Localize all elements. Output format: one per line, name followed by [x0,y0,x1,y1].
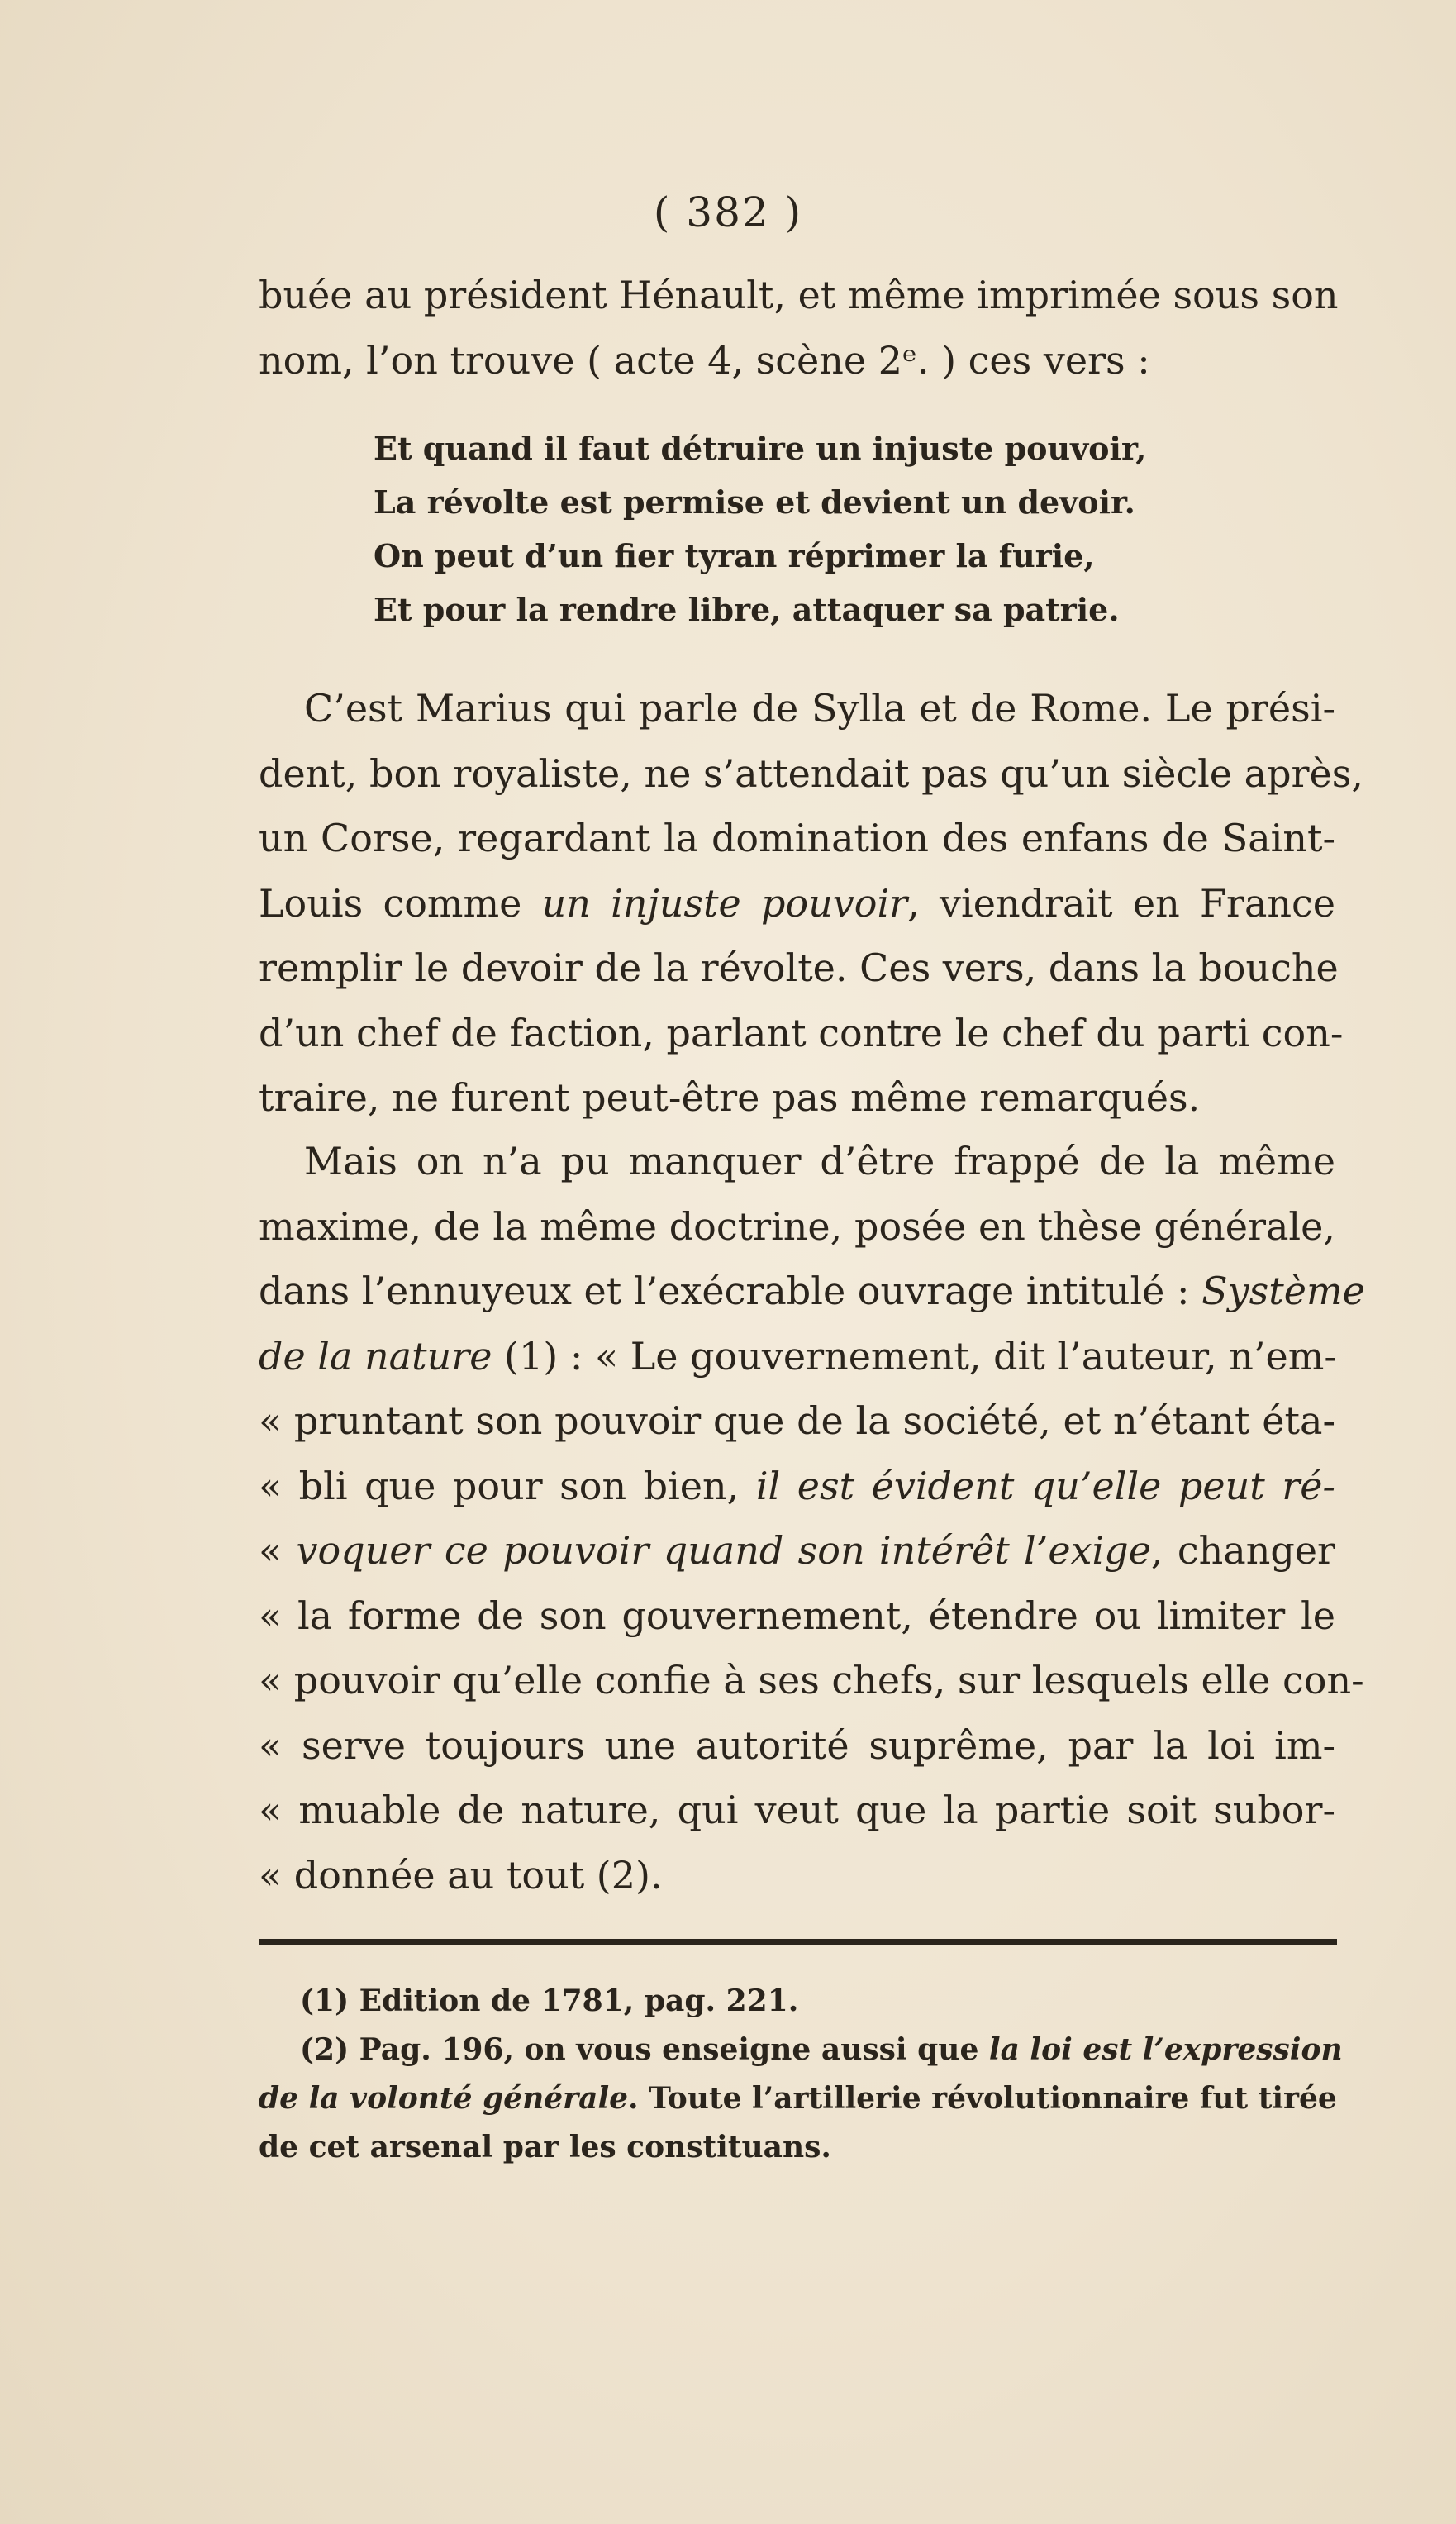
text-line: d’un chef de faction, parlant contre le chef du parti con- [259,1010,1344,1055]
text-line: C’est Marius qui parle de Sylla et de Rome. Le prési- [304,686,1335,731]
text-run: dans l’ennuyeux et l’exécrable ouvrage intitulé : [259,1269,1202,1313]
italic-run: Système [1201,1269,1365,1313]
text-line [259,1454,1335,1519]
text-run: (1) : « Le gouvernement, dit l’auteur, n’em- [492,1333,1337,1379]
text-line [259,871,1335,936]
verse-line: Et quand il faut détruire un injuste pouvoir, [374,430,1147,467]
text-line: traire, ne furent peut-être pas même remarqués. [259,1075,1201,1120]
text-line [259,1518,1335,1583]
footnotes [259,1977,1343,2172]
italic-run: de la nature [259,1333,492,1379]
text-line: dent, bon royaliste, ne s’attendait pas qu’un siècle après, [259,750,1363,796]
verse-line: Et pour la rendre libre, attaquer sa patrie. [374,591,1120,628]
text-run: , changer [1150,1528,1336,1573]
text-run: « bli que pour son bien, [259,1463,756,1508]
text-run: Louis comme [259,880,542,926]
text-line: buée au président Hénault, et même imprimée sous son [259,273,1339,317]
text-line [259,1324,1335,1389]
italic-run: la loi est l’expression [988,2032,1343,2067]
italic-run: un injuste pouvoir [541,880,908,926]
text-line: « donnée au tout (2). [259,1852,663,1898]
paragraph-intro [259,263,1339,393]
text-line: nom, l’on trouve ( acte 4, scène 2ᵉ. ) ces vers : [259,337,1150,383]
footnote-separator-rule [259,1939,1337,1945]
text-line: Mais on n’a pu manquer d’être frappé de la même [304,1139,1335,1183]
text-line: « serve toujours une autorité suprême, par la loi im- [259,1722,1335,1768]
text-line: « la forme de son gouvernement, étendre ou limiter le [259,1593,1335,1638]
text-line: maxime, de la même doctrine, posée en thèse générale, [259,1203,1335,1249]
footnote-2-line-2 [259,2074,1335,2123]
text-run: « [259,1528,297,1573]
footnote-2 [259,2026,1343,2074]
text-run: , viendrait en France [907,880,1335,926]
paragraph-maxime [259,1129,1365,1907]
italic-run: il est évident qu’elle peut ré- [755,1463,1336,1508]
text-line: « pouvoir qu’elle confie à ses chefs, sur lesquels elle con- [259,1658,1364,1703]
text-line: remplir le devoir de la révolte. Ces vers, dans la bouche [259,945,1339,990]
italic-run: voquer ce pouvoir quand son intérêt l’exige [296,1528,1151,1573]
verse-line: La révolte est permise et devient un devoir. [374,483,1135,521]
text-line: « muable de nature, qui veut que la partie soit subor- [259,1788,1335,1832]
text-line: un Corse, regardant la domination des enfans de Saint- [259,816,1335,860]
verse-line: On peut d’un fier tyran réprimer la furie, [374,537,1095,574]
text-run: . Toute l’artillerie révolutionnaire fut tirée [628,2081,1337,2116]
italic-run: de la volonté générale [259,2081,629,2116]
page-number: ( 382 ) [653,188,803,236]
footnote-2-line-3: de cet arsenal par les constituans. [259,2130,831,2164]
text-line [259,1259,1365,1324]
text-line: « pruntant son pouvoir que de la société, et n’étant éta- [259,1398,1335,1443]
verse-quotation [374,421,1146,636]
footnote-1: (1) Edition de 1781, pag. 221. [300,1983,799,2018]
text-run: (2) Pag. 196, on vous enseigne aussi que [300,2032,989,2067]
paragraph-marius [259,676,1363,1131]
